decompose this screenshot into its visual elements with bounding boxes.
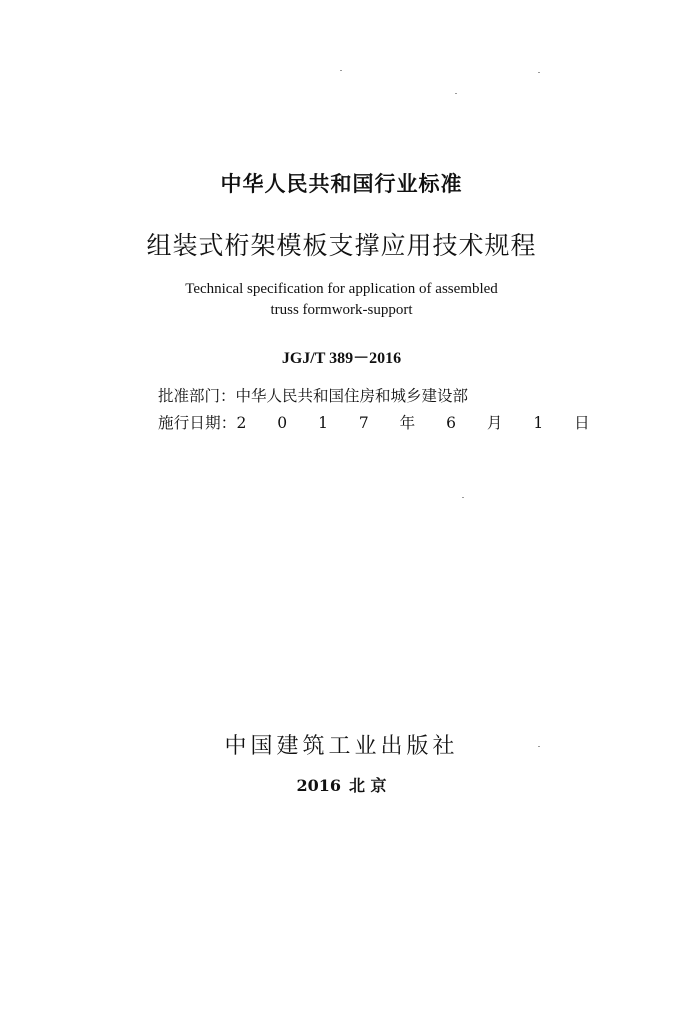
scan-speck <box>455 93 457 94</box>
english-title-line-1: Technical specification for application of assembled <box>185 281 498 297</box>
scan-speck <box>462 497 464 498</box>
chinese-title: 组装式桁架模板支撑应用技术规程 <box>146 231 537 260</box>
scan-speck <box>538 746 540 747</box>
publication-city: 北 京 <box>348 776 387 795</box>
publication-year: 2016 <box>296 776 341 795</box>
approval-department <box>158 384 468 406</box>
standard-type-heading: 中华人民共和国行业标准 <box>220 172 463 196</box>
approval-label: 批准部门： <box>158 387 236 405</box>
effective-value: 2 0 1 7 年 6 月 1 日 <box>236 414 603 432</box>
approval-value: 中华人民共和国住房和城乡建设部 <box>235 387 469 405</box>
scan-speck <box>538 72 540 73</box>
effective-date <box>158 411 603 433</box>
english-title <box>0 279 683 321</box>
standard-code: JGJ/T 389－2016 <box>281 350 402 367</box>
effective-label: 施行日期： <box>158 414 237 432</box>
scan-speck <box>340 70 342 71</box>
english-title-line-2: truss formwork-support <box>270 302 413 318</box>
publisher-name: 中国建筑工业出版社 <box>224 734 459 759</box>
publication-place <box>0 773 683 796</box>
